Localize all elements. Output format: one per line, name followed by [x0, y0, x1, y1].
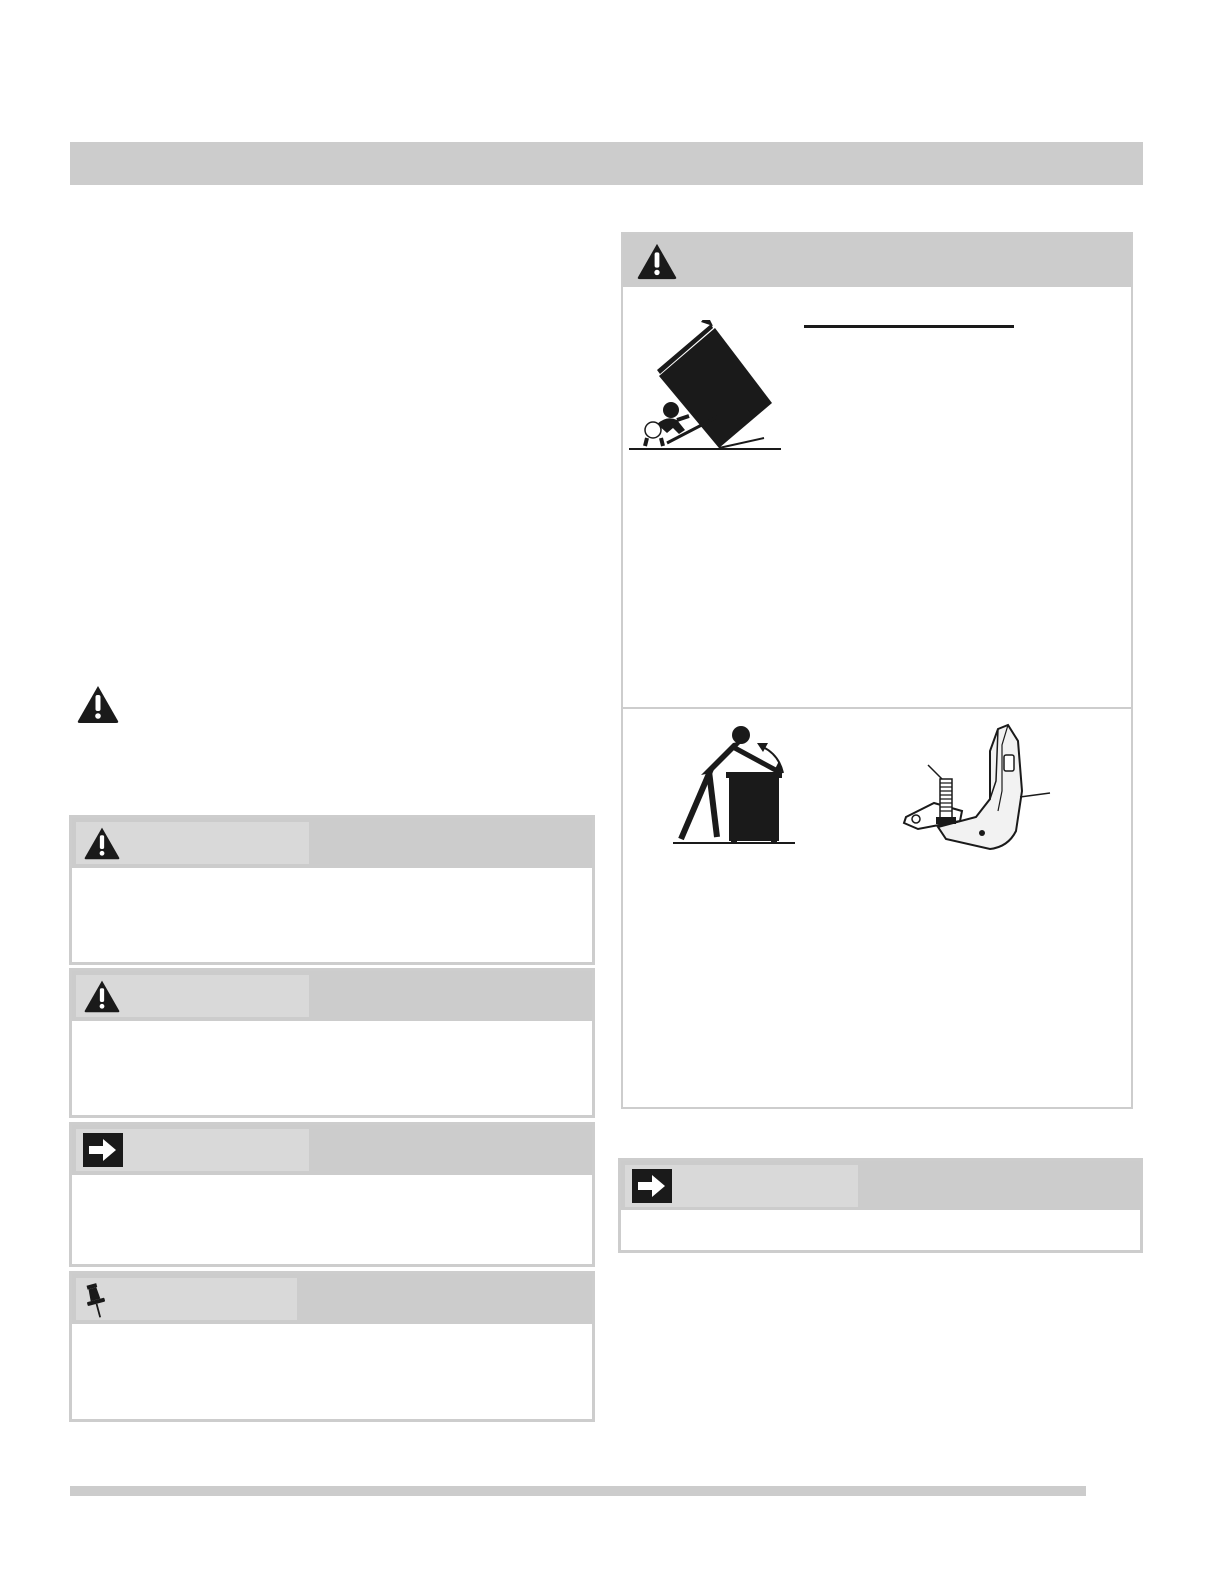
warning-triangle-icon [75, 683, 121, 725]
important-notice [69, 1122, 595, 1267]
tip-over-header [623, 234, 1131, 287]
tip-over-illustration-icon [627, 320, 787, 455]
notice-header [72, 971, 592, 1021]
warning-triangle-icon [82, 825, 122, 861]
notice-header [621, 1161, 1140, 1210]
warning-triangle-icon [82, 978, 122, 1014]
warning-notice-2 [69, 968, 595, 1118]
note-notice [69, 1271, 595, 1422]
arrow-right-icon [632, 1169, 672, 1203]
tip-over-heading-rule [804, 325, 1014, 328]
notice-label-tab [76, 822, 309, 864]
warning-triangle-icon [635, 241, 679, 281]
notice-header [72, 818, 592, 868]
notice-label-tab [76, 975, 309, 1017]
warning-notice-1 [69, 815, 595, 965]
person-checking-range-icon [671, 721, 801, 849]
notice-label-tab [76, 1129, 309, 1171]
arrow-right-icon [83, 1133, 123, 1167]
right-important-notice [618, 1158, 1143, 1253]
anti-tip-bracket-icon [898, 721, 1068, 856]
header-bar [70, 142, 1143, 185]
notice-header [72, 1125, 592, 1175]
notice-label-tab [625, 1165, 858, 1207]
tip-over-warning-box [621, 232, 1133, 709]
notice-label-tab [76, 1278, 297, 1320]
anti-tip-box [621, 707, 1133, 1109]
notice-header [72, 1274, 592, 1324]
footer-bar [70, 1486, 1086, 1496]
pushpin-icon [82, 1282, 108, 1320]
